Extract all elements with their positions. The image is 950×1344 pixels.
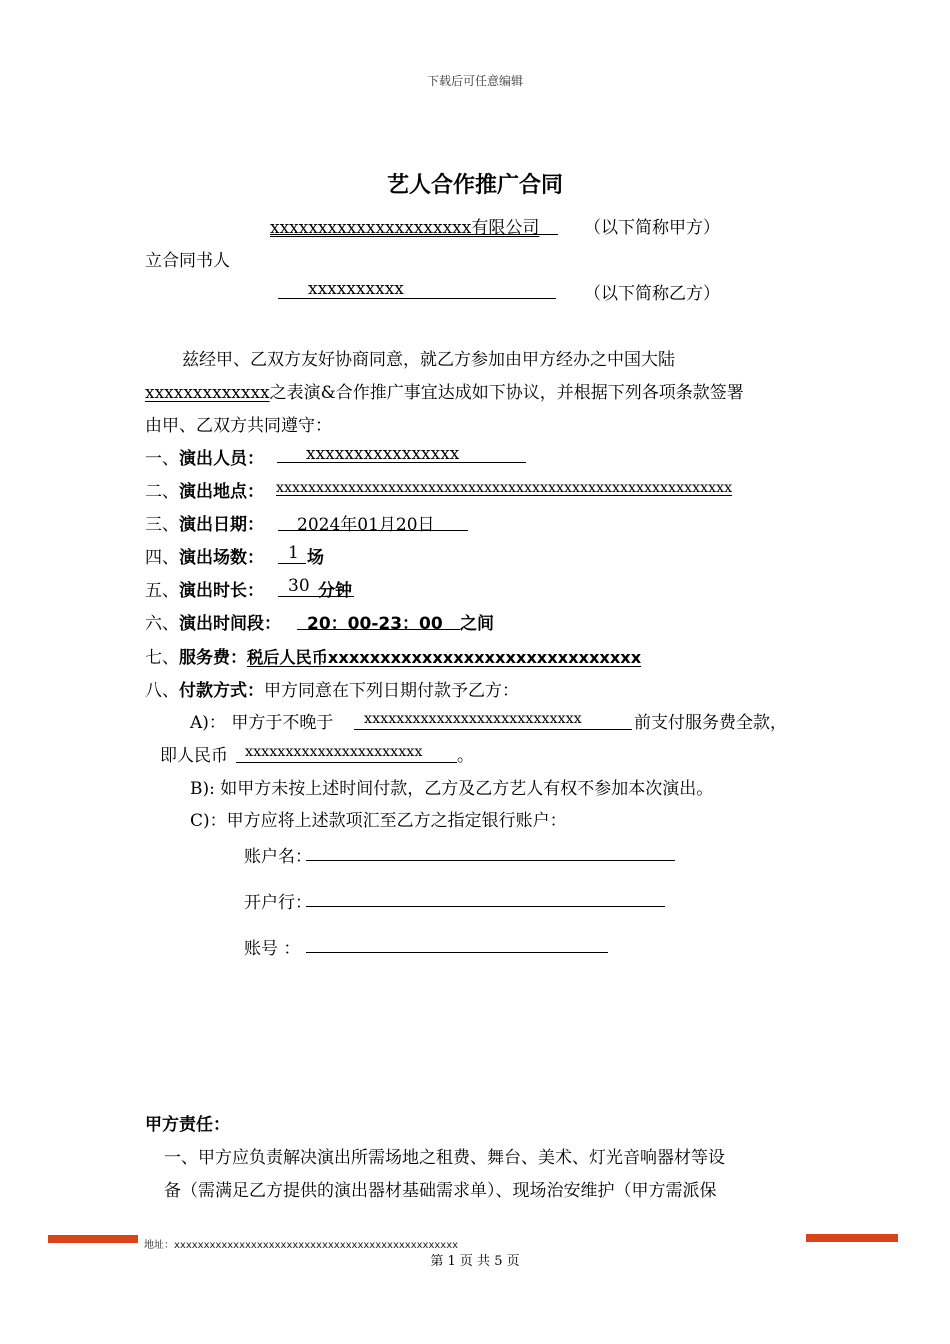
venue-value <box>276 480 732 496</box>
performer-value: xxxxxxxxxxxxxxxx <box>306 444 460 464</box>
party-a-underline <box>270 234 558 235</box>
item-label: 演出时间段： <box>179 614 281 634</box>
item-num: 二、 <box>145 482 179 502</box>
party-b-underline <box>278 298 556 299</box>
account-name-field <box>306 860 675 861</box>
duration-underline <box>278 596 354 597</box>
payment-a-prefix: A)： 甲方于不晚于 <box>190 713 334 733</box>
payment-a-underline <box>354 729 632 730</box>
footer-bar-right <box>806 1234 898 1242</box>
contract-title: 艺人合作推广合同 <box>386 173 563 198</box>
party-a-duty-heading: 甲方责任： <box>145 1115 230 1135</box>
duration-value: 30 <box>288 576 310 596</box>
item-label: 演出地点： <box>179 482 264 502</box>
item-num: 六、 <box>145 614 179 634</box>
item-num: 五、 <box>145 581 179 601</box>
intro-line-1: 兹经甲、乙双方友好协商同意，就乙方参加由甲方经办之中国大陆 <box>182 350 675 370</box>
item-payment <box>145 676 519 701</box>
party-a-suffix: （以下简称甲方） <box>584 218 720 238</box>
footer-address: 地址：xxxxxxxxxxxxxxxxxxxxxxxxxxxxxxxxxxxxxxxxxxxxxxxx <box>144 1240 459 1251</box>
item-label: 演出日期： <box>179 515 264 535</box>
item-label: 演出时长： <box>179 581 264 601</box>
item-num: 八、 <box>145 681 179 701</box>
item-label: 服务费： <box>179 648 247 668</box>
item-venue <box>145 477 264 502</box>
item-performer <box>145 444 264 469</box>
party-b-suffix: （以下简称乙方） <box>584 284 720 304</box>
account-name-label: 账户名： <box>244 847 312 867</box>
item-num: 四、 <box>145 548 179 568</box>
payment-b: B): 如甲方未按上述时间付款，乙方及乙方艺人有权不参加本次演出。 <box>190 779 714 799</box>
duration-unit: 分钟 <box>318 581 352 601</box>
timeslot-value: 20：00-23：00 <box>307 614 443 634</box>
signatory-label: 立合同书人 <box>145 251 230 271</box>
account-no-label: 账号 ： <box>244 939 301 959</box>
payment-amount: xxxxxxxxxxxxxxxxxxxxxx <box>245 744 423 760</box>
party-a-duty-line-2: 备（需满足乙方提供的演出器材基础需求单）、现场治安维护（甲方需派保 <box>164 1181 717 1201</box>
count-unit: 场 <box>307 548 324 568</box>
item-label: 付款方式： <box>179 681 264 701</box>
item-label: 演出人员： <box>179 449 264 469</box>
payment-a-suffix: 前支付服务费全款， <box>634 713 787 733</box>
page-number: 第 1 页 共 5 页 <box>430 1254 520 1269</box>
account-no-field <box>306 952 608 953</box>
item-num: 七、 <box>145 648 179 668</box>
intro-region: xxxxxxxxxxxxx <box>145 383 270 403</box>
item-num: 一、 <box>145 449 179 469</box>
payment-intro: 甲方同意在下列日期付款予乙方： <box>264 681 519 701</box>
count-value: 1 <box>288 543 299 563</box>
item-count <box>145 543 264 568</box>
count-underline <box>278 563 306 564</box>
performer-underline <box>277 462 526 463</box>
payment-a-deadline: xxxxxxxxxxxxxxxxxxxxxxxxxxx <box>364 711 582 727</box>
item-duration <box>145 576 264 601</box>
venue-text: xxxxxxxxxxxxxxxxxxxxxxxxxxxxxxxxxxxxxxxxxxxxxxxxxxxxxxxxx <box>276 480 733 496</box>
fee-value: 税后人民币xxxxxxxxxxxxxxxxxxxxxxxxxxxxxx <box>247 648 642 667</box>
timeslot-underline <box>297 629 460 630</box>
party-b-name: xxxxxxxxxx <box>308 279 404 299</box>
intro-line-2-rest: 之表演&合作推广事宜达成如下协议，并根据下列各项条款签署 <box>269 383 744 403</box>
party-a-duty-line-1: 一、甲方应负责解决演出所需场地之租费、舞台、美术、灯光音响器材等设 <box>164 1148 725 1168</box>
timeslot-unit: 之间 <box>460 614 494 634</box>
date-value: 2024年01月20日 <box>297 515 435 535</box>
intro-line-3: 由甲、乙双方共同遵守： <box>145 416 332 436</box>
party-a-name: xxxxxxxxxxxxxxxxxxxxx有限公司 <box>270 218 540 238</box>
footer-bar-left <box>48 1235 138 1243</box>
payment-a2-prefix: 即人民币 <box>160 746 228 766</box>
header-note: 下载后可任意编辑 <box>426 74 523 88</box>
payment-c: C)：甲方应将上述款项汇至乙方之指定银行账户： <box>190 811 567 831</box>
item-timeslot <box>145 609 281 634</box>
intro-line-2 <box>145 378 744 403</box>
payment-amount-underline <box>236 762 457 763</box>
item-date <box>145 510 264 535</box>
date-underline <box>278 530 468 531</box>
item-label: 演出场数： <box>179 548 264 568</box>
item-fee <box>145 643 641 668</box>
item-num: 三、 <box>145 515 179 535</box>
bank-field <box>306 906 665 907</box>
bank-label: 开户行： <box>244 893 312 913</box>
payment-a2-suffix: 。 <box>457 746 474 766</box>
